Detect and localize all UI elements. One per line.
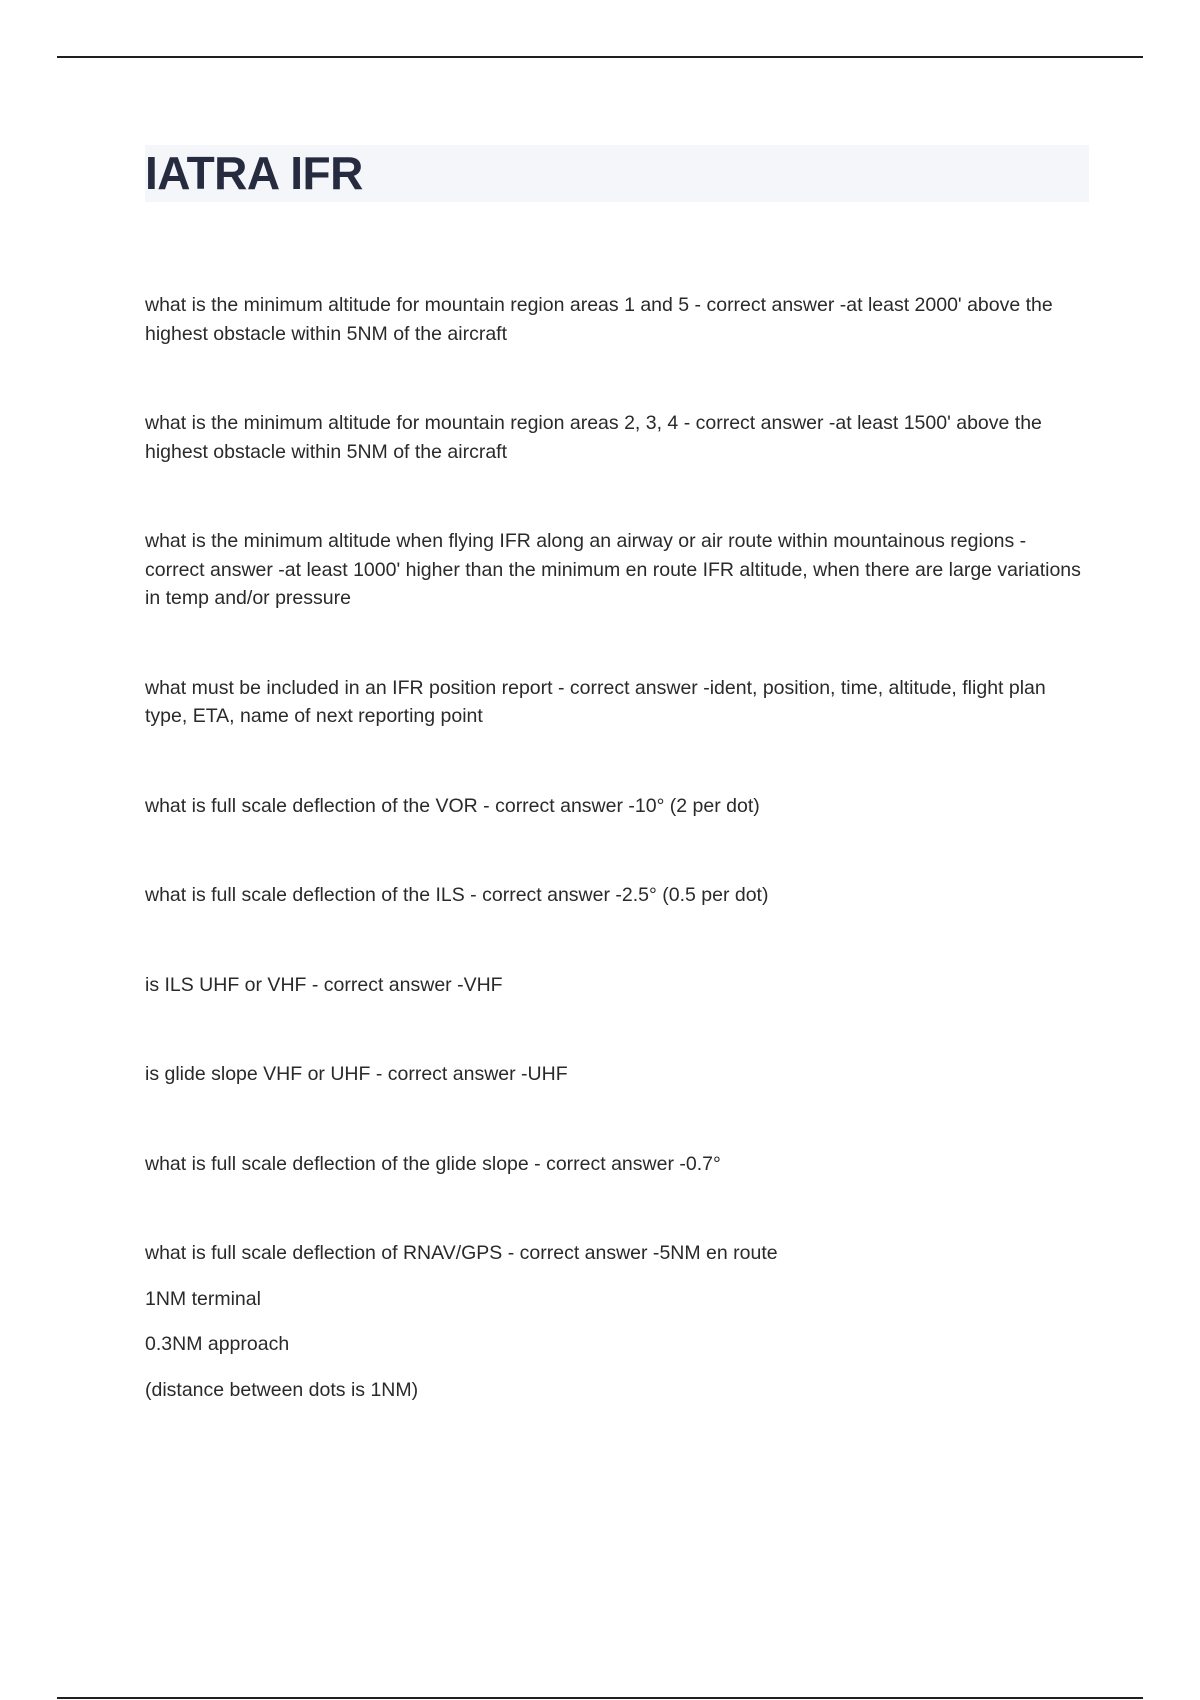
- question-text: what is full scale deflection of RNAV/GPS -: [145, 1242, 520, 1264]
- answer-label: correct answer -: [696, 412, 836, 434]
- question-text: what is full scale deflection of the ILS -: [145, 884, 482, 906]
- answer-label: correct answer -: [570, 677, 710, 699]
- question-text: what is full scale deflection of the VOR -: [145, 795, 495, 817]
- qa-item: [145, 291, 1085, 348]
- answer-text: VHF: [463, 973, 503, 996]
- answer-label: correct answer -: [324, 974, 464, 996]
- qa-item: [145, 792, 1085, 821]
- answer-text: 10° (2 per dot): [634, 794, 760, 817]
- qa-item: [145, 527, 1085, 613]
- answer-text: at least 2000' above the highest obstacle within 5NM of the aircraft: [145, 294, 1053, 345]
- answer-text: 5NM en route: [659, 1242, 778, 1264]
- question-text: is ILS UHF or VHF -: [145, 974, 324, 996]
- document-title: IATRA IFR: [145, 147, 363, 199]
- qa-item: [145, 1150, 1085, 1179]
- question-text: is glide slope VHF or UHF -: [145, 1063, 388, 1085]
- answer-label: correct answer -: [520, 1242, 660, 1264]
- qa-item: [145, 1060, 1085, 1089]
- qa-item: [145, 409, 1085, 466]
- qa-item: [145, 674, 1085, 731]
- qa-item: [145, 1239, 1085, 1268]
- answer-continuation: 0.3NM approach: [145, 1333, 290, 1355]
- answer-text: 2.5° (0.5 per dot): [621, 884, 769, 906]
- qa-item: [145, 881, 1085, 910]
- footer-rule: [57, 1697, 1143, 1699]
- answer-continuation: 1NM terminal: [145, 1287, 261, 1310]
- question-text: what is the minimum altitude for mountain region areas 1 and 5 -: [145, 294, 706, 316]
- answer-label: correct answer -: [706, 294, 846, 316]
- answer-text: ident, position, time, altitude, flight plan type, ETA, name of next reporting point: [145, 676, 1046, 727]
- answer-text: 0.7°: [685, 1152, 721, 1175]
- answer-label: correct answer -: [482, 884, 622, 906]
- answer-label: correct answer -: [495, 795, 635, 817]
- answer-label: correct answer -: [145, 559, 285, 581]
- qa-list: [145, 291, 1085, 1404]
- answer-label: correct answer -: [546, 1153, 686, 1175]
- question-text: what must be included in an IFR position report -: [145, 677, 570, 699]
- answer-text: at least 1000' higher than the minimum en route IFR altitude, when there are large variations in temp and/or pressure: [145, 558, 1081, 609]
- question-text: what is the minimum altitude for mountain region areas 2, 3, 4 -: [145, 412, 696, 434]
- header-rule: [57, 56, 1143, 58]
- answer-text: UHF: [527, 1063, 568, 1085]
- answer-text: at least 1500' above the highest obstacle within 5NM of the aircraft: [145, 412, 1042, 463]
- question-text: what is the minimum altitude when flying IFR along an airway or air route within mountainous regions -: [145, 530, 1026, 552]
- answer-label: correct answer -: [388, 1063, 528, 1085]
- answer-note: (distance between dots is 1NM): [145, 1378, 419, 1401]
- question-text: what is full scale deflection of the glide slope -: [145, 1153, 546, 1175]
- qa-item: [145, 971, 1085, 1000]
